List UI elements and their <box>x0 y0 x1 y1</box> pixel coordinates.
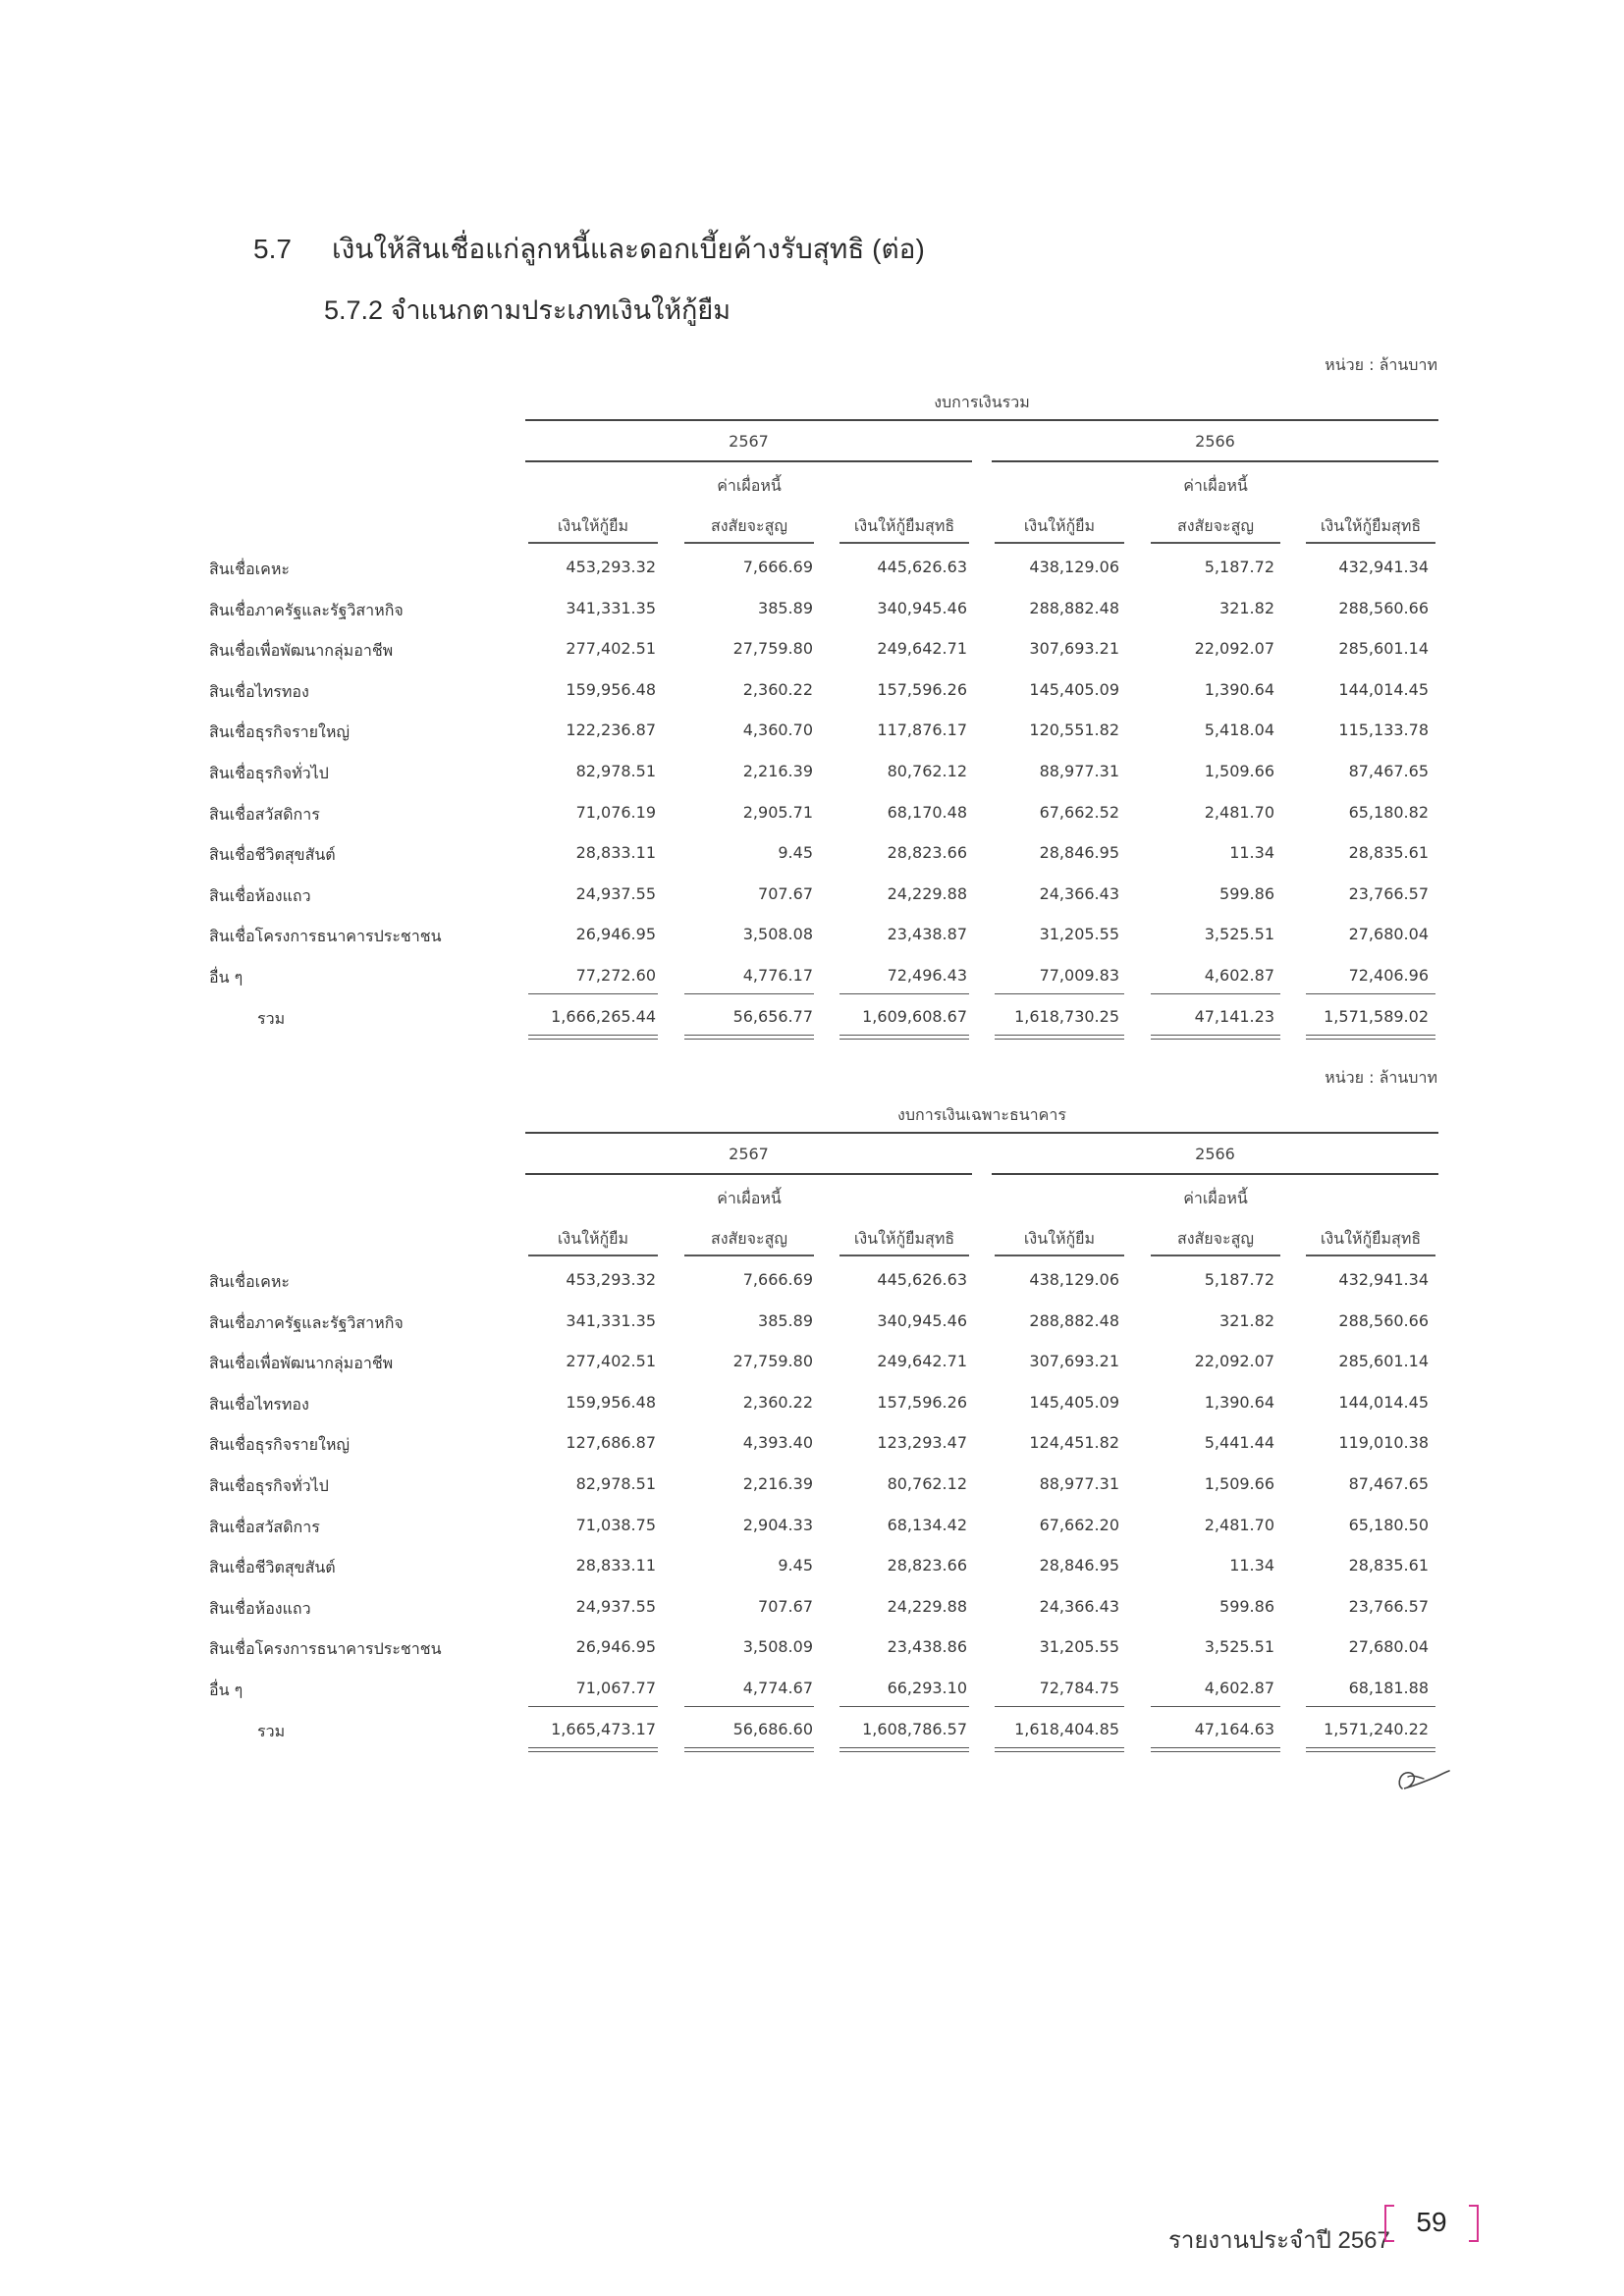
subtotal-rule <box>684 993 814 994</box>
row-label: สินเชื่อธุรกิจทั่วไป <box>209 764 329 782</box>
value-cell: 88,977.31 <box>1039 762 1119 780</box>
value-cell: 599.86 <box>1219 1596 1274 1616</box>
table-row <box>0 680 1624 720</box>
value-cell: 87,467.65 <box>1348 762 1429 780</box>
year-header: 2566 <box>1195 1145 1235 1163</box>
table-row <box>0 1597 1624 1636</box>
value-cell: 144,014.45 <box>1338 679 1429 699</box>
column-header-underline <box>839 1255 969 1256</box>
value-cell: 599.86 <box>1219 883 1274 903</box>
value-cell: 3,508.08 <box>742 925 813 944</box>
value-cell: 277,402.51 <box>566 1352 656 1371</box>
table-row <box>0 1516 1624 1555</box>
value-cell: 144,014.45 <box>1338 1392 1429 1412</box>
value-cell: 159,956.48 <box>566 1392 656 1412</box>
value-cell: 4,602.87 <box>1204 966 1274 985</box>
value-cell: 2,360.22 <box>742 1392 813 1412</box>
value-cell: 288,560.66 <box>1338 1310 1429 1330</box>
year-header: 2567 <box>729 1145 769 1163</box>
value-cell: 2,216.39 <box>742 1474 813 1493</box>
value-cell: 307,693.21 <box>1029 1352 1119 1371</box>
value-cell: 432,941.34 <box>1338 1270 1429 1289</box>
value-cell: 4,776.17 <box>742 966 813 985</box>
value-cell: 277,402.51 <box>566 639 656 659</box>
year-header: 2567 <box>729 432 769 451</box>
value-cell: 72,784.75 <box>1039 1679 1119 1697</box>
column-header: เงินให้กู้ยืมสุทธิ <box>853 516 955 535</box>
value-cell: 3,508.09 <box>742 1637 813 1657</box>
value-cell: 249,642.71 <box>877 639 967 659</box>
row-label: สินเชื่อภาครัฐและรัฐวิสาหกิจ <box>209 1312 404 1332</box>
subtotal-rule <box>1306 1706 1435 1707</box>
subtotal-rule <box>839 993 969 994</box>
row-label: อื่น ๆ <box>209 968 244 987</box>
value-cell: 2,360.22 <box>742 679 813 699</box>
value-cell: 115,133.78 <box>1338 721 1429 740</box>
value-cell: 11.34 <box>1229 1556 1274 1575</box>
value-cell: 120,551.82 <box>1029 721 1119 740</box>
value-cell: 4,393.40 <box>742 1433 813 1453</box>
value-cell: 3,525.51 <box>1204 1637 1274 1657</box>
column-header: เงินให้กู้ยืม <box>1023 1229 1096 1248</box>
row-label: สินเชื่อห้องแถว <box>209 1598 311 1618</box>
value-cell: 321.82 <box>1219 598 1274 617</box>
value-cell: 68,181.88 <box>1348 1679 1429 1697</box>
value-cell: 24,937.55 <box>575 1596 656 1616</box>
table-row <box>0 1679 1624 1718</box>
table-row <box>0 925 1624 964</box>
value-cell: 65,180.82 <box>1348 802 1429 822</box>
total-double-rule <box>995 1035 1124 1040</box>
value-cell: 27,680.04 <box>1348 1637 1429 1657</box>
value-cell: 28,833.11 <box>575 843 656 863</box>
value-cell: 340,945.46 <box>877 598 967 617</box>
value-cell: 707.67 <box>758 1596 813 1616</box>
subtotal-rule <box>528 1706 658 1707</box>
value-cell: 285,601.14 <box>1338 639 1429 659</box>
value-cell: 22,092.07 <box>1194 1352 1274 1371</box>
value-cell: 28,833.11 <box>575 1556 656 1575</box>
value-cell: 68,170.48 <box>887 802 967 822</box>
value-cell: 122,236.87 <box>566 721 656 740</box>
total-value-cell: 56,686.60 <box>732 1719 813 1738</box>
total-label: รวม <box>257 1721 286 1740</box>
row-label: สินเชื่อสวัสดิการ <box>209 1517 320 1536</box>
year-rule <box>992 1173 1438 1175</box>
value-cell: 432,941.34 <box>1338 558 1429 576</box>
row-label: สินเชื่อโครงการธนาคารประชาชน <box>209 927 442 946</box>
column-header: เงินให้กู้ยืม <box>557 1229 629 1248</box>
value-cell: 123,293.47 <box>877 1433 967 1453</box>
row-label: สินเชื่อธุรกิจทั่วไป <box>209 1476 329 1495</box>
column-header-underline <box>995 1255 1124 1256</box>
value-cell: 82,978.51 <box>575 762 656 780</box>
value-cell: 1,390.64 <box>1204 679 1274 699</box>
total-value-cell: 1,618,730.25 <box>1014 1006 1119 1026</box>
value-cell: 159,956.48 <box>566 679 656 699</box>
year-rule <box>525 460 972 462</box>
value-cell: 119,010.38 <box>1338 1433 1429 1453</box>
section-title <box>253 228 925 271</box>
column-header: สงสัยจะสูญ <box>710 1229 788 1248</box>
table-row <box>0 1352 1624 1391</box>
value-cell: 28,846.95 <box>1039 843 1119 863</box>
section-number: 5.7 <box>253 234 292 264</box>
table-row <box>0 639 1624 678</box>
value-cell: 445,626.63 <box>877 1270 967 1289</box>
value-cell: 26,946.95 <box>575 925 656 944</box>
value-cell: 82,978.51 <box>575 1474 656 1493</box>
table-row <box>0 966 1624 1005</box>
total-value-cell: 1,665,473.17 <box>551 1719 656 1738</box>
value-cell: 27,759.80 <box>732 1352 813 1371</box>
value-cell: 23,438.86 <box>887 1637 967 1657</box>
column-header-underline <box>528 542 658 544</box>
value-cell: 445,626.63 <box>877 558 967 576</box>
total-double-rule <box>839 1747 969 1752</box>
value-cell: 385.89 <box>758 598 813 617</box>
value-cell: 5,441.44 <box>1204 1433 1274 1453</box>
subtotal-rule <box>528 993 658 994</box>
row-label: สินเชื่อชีวิตสุขสันต์ <box>209 1558 336 1577</box>
total-double-rule <box>684 1035 814 1040</box>
row-label: สินเชื่อธุรกิจรายใหญ่ <box>209 1435 351 1455</box>
value-cell: 27,759.80 <box>732 639 813 659</box>
total-value-cell: 1,608,786.57 <box>862 1719 967 1738</box>
column-header-underline <box>684 1255 814 1256</box>
subtotal-rule <box>839 1706 969 1707</box>
value-cell: 28,823.66 <box>887 1556 967 1575</box>
total-row <box>0 1720 1624 1759</box>
total-double-rule <box>528 1035 658 1040</box>
total-value-cell: 47,141.23 <box>1194 1006 1274 1026</box>
value-cell: 5,418.04 <box>1204 721 1274 740</box>
total-value-cell: 1,571,240.22 <box>1324 1719 1429 1738</box>
row-label: สินเชื่อชีวิตสุขสันต์ <box>209 845 336 865</box>
subtotal-rule <box>995 993 1124 994</box>
total-row <box>0 1007 1624 1046</box>
column-header: สงสัยจะสูญ <box>1176 1229 1255 1248</box>
table-row <box>0 558 1624 597</box>
value-cell: 77,009.83 <box>1039 966 1119 985</box>
unit-label: หน่วย : ล้านบาท <box>1325 355 1437 374</box>
table-row <box>0 1433 1624 1472</box>
value-cell: 2,904.33 <box>742 1515 813 1534</box>
row-label: สินเชื่อไทรทอง <box>209 1394 309 1414</box>
value-cell: 7,666.69 <box>742 1270 813 1289</box>
row-label: สินเชื่อภาครัฐและรัฐวิสาหกิจ <box>209 600 404 619</box>
value-cell: 307,693.21 <box>1029 639 1119 659</box>
total-double-rule <box>528 1747 658 1752</box>
year-rule <box>525 1173 972 1175</box>
value-cell: 67,662.52 <box>1039 802 1119 822</box>
value-cell: 2,481.70 <box>1204 802 1274 822</box>
row-label: สินเชื่อสวัสดิการ <box>209 804 320 824</box>
row-label: อื่น ๆ <box>209 1681 244 1699</box>
allowance-header-top: ค่าเผื่อหนี้ <box>717 1189 782 1207</box>
value-cell: 11.34 <box>1229 843 1274 863</box>
column-header: เงินให้กู้ยืม <box>557 516 629 535</box>
value-cell: 288,560.66 <box>1338 598 1429 617</box>
table-row <box>0 803 1624 842</box>
subtotal-rule <box>995 1706 1124 1707</box>
value-cell: 288,882.48 <box>1029 598 1119 617</box>
value-cell: 117,876.17 <box>877 721 967 740</box>
value-cell: 24,366.43 <box>1039 1596 1119 1616</box>
value-cell: 438,129.06 <box>1029 558 1119 576</box>
total-double-rule <box>1151 1035 1280 1040</box>
value-cell: 24,229.88 <box>887 883 967 903</box>
value-cell: 127,686.87 <box>566 1433 656 1453</box>
report-footer-label: รายงานประจำปี 2567 <box>1168 2227 1390 2254</box>
value-cell: 9.45 <box>778 843 813 863</box>
table-row <box>0 1474 1624 1514</box>
table-row <box>0 884 1624 924</box>
value-cell: 453,293.32 <box>566 1270 656 1289</box>
row-label: สินเชื่อธุรกิจรายใหญ่ <box>209 722 351 742</box>
value-cell: 27,680.04 <box>1348 925 1429 944</box>
table-row <box>0 599 1624 638</box>
total-value-cell: 1,571,589.02 <box>1324 1006 1429 1026</box>
allowance-header-top: ค่าเผื่อหนี้ <box>717 476 782 495</box>
value-cell: 28,823.66 <box>887 843 967 863</box>
column-header-underline <box>995 542 1124 544</box>
total-value-cell: 1,609,608.67 <box>862 1006 967 1026</box>
total-value-cell: 47,164.63 <box>1194 1719 1274 1738</box>
value-cell: 66,293.10 <box>887 1679 967 1697</box>
value-cell: 249,642.71 <box>877 1352 967 1371</box>
value-cell: 438,129.06 <box>1029 1270 1119 1289</box>
value-cell: 5,187.72 <box>1204 1270 1274 1289</box>
total-double-rule <box>1306 1747 1435 1752</box>
value-cell: 1,509.66 <box>1204 762 1274 780</box>
value-cell: 385.89 <box>758 1310 813 1330</box>
value-cell: 24,366.43 <box>1039 883 1119 903</box>
total-double-rule <box>1306 1035 1435 1040</box>
value-cell: 24,937.55 <box>575 883 656 903</box>
value-cell: 31,205.55 <box>1039 925 1119 944</box>
value-cell: 145,405.09 <box>1029 1392 1119 1412</box>
value-cell: 80,762.12 <box>887 762 967 780</box>
value-cell: 321.82 <box>1219 1310 1274 1330</box>
value-cell: 23,438.87 <box>887 925 967 944</box>
value-cell: 65,180.50 <box>1348 1515 1429 1534</box>
unit-label: หน่วย : ล้านบาท <box>1325 1068 1437 1087</box>
value-cell: 67,662.20 <box>1039 1515 1119 1534</box>
value-cell: 453,293.32 <box>566 558 656 576</box>
value-cell: 707.67 <box>758 883 813 903</box>
value-cell: 145,405.09 <box>1029 679 1119 699</box>
value-cell: 124,451.82 <box>1029 1433 1119 1453</box>
statement-group-header: งบการเงินรวม <box>934 393 1030 411</box>
total-double-rule <box>839 1035 969 1040</box>
column-header: สงสัยจะสูญ <box>710 516 788 535</box>
value-cell: 3,525.51 <box>1204 925 1274 944</box>
value-cell: 31,205.55 <box>1039 1637 1119 1657</box>
column-header-underline <box>1151 542 1280 544</box>
statement-group-header: งบการเงินเฉพาะธนาคาร <box>897 1105 1066 1124</box>
total-value-cell: 56,656.77 <box>732 1006 813 1026</box>
table-row <box>0 1270 1624 1309</box>
group-rule <box>525 419 1438 421</box>
value-cell: 23,766.57 <box>1348 1596 1429 1616</box>
table-row <box>0 762 1624 801</box>
value-cell: 72,406.96 <box>1348 966 1429 985</box>
column-header-underline <box>1306 542 1435 544</box>
value-cell: 87,467.65 <box>1348 1474 1429 1493</box>
value-cell: 157,596.26 <box>877 1392 967 1412</box>
row-label: สินเชื่อห้องแถว <box>209 885 311 905</box>
column-header-underline <box>684 542 814 544</box>
table-row <box>0 721 1624 760</box>
value-cell: 2,905.71 <box>742 802 813 822</box>
value-cell: 4,774.67 <box>742 1679 813 1697</box>
total-value-cell: 1,618,404.85 <box>1014 1719 1119 1738</box>
value-cell: 340,945.46 <box>877 1310 967 1330</box>
value-cell: 22,092.07 <box>1194 639 1274 659</box>
value-cell: 5,187.72 <box>1204 558 1274 576</box>
column-header-underline <box>1306 1255 1435 1256</box>
column-header: สงสัยจะสูญ <box>1176 516 1255 535</box>
value-cell: 28,846.95 <box>1039 1556 1119 1575</box>
table-row <box>0 1311 1624 1351</box>
value-cell: 28,835.61 <box>1348 1556 1429 1575</box>
column-header: เงินให้กู้ยืมสุทธิ <box>1320 516 1422 535</box>
page-number-box <box>1384 2205 1479 2240</box>
value-cell: 1,390.64 <box>1204 1392 1274 1412</box>
value-cell: 341,331.35 <box>566 1310 656 1330</box>
value-cell: 4,360.70 <box>742 721 813 740</box>
value-cell: 4,602.87 <box>1204 1679 1274 1697</box>
total-double-rule <box>1151 1747 1280 1752</box>
total-label: รวม <box>257 1008 286 1028</box>
value-cell: 26,946.95 <box>575 1637 656 1657</box>
handwritten-initials-icon <box>1394 1757 1453 1796</box>
table-row <box>0 1393 1624 1432</box>
group-rule <box>525 1132 1438 1134</box>
allowance-header-top: ค่าเผื่อหนี้ <box>1183 476 1248 495</box>
value-cell: 72,496.43 <box>887 966 967 985</box>
value-cell: 7,666.69 <box>742 558 813 576</box>
year-rule <box>992 460 1438 462</box>
value-cell: 77,272.60 <box>575 966 656 985</box>
value-cell: 24,229.88 <box>887 1596 967 1616</box>
row-label: สินเชื่อเคหะ <box>209 560 290 578</box>
value-cell: 9.45 <box>778 1556 813 1575</box>
column-header: เงินให้กู้ยืม <box>1023 516 1096 535</box>
value-cell: 288,882.48 <box>1029 1310 1119 1330</box>
allowance-header-top: ค่าเผื่อหนี้ <box>1183 1189 1248 1207</box>
column-header: เงินให้กู้ยืมสุทธิ <box>853 1229 955 1248</box>
value-cell: 285,601.14 <box>1338 1352 1429 1371</box>
total-value-cell: 1,666,265.44 <box>551 1006 656 1026</box>
row-label: สินเชื่อไทรทอง <box>209 681 309 701</box>
value-cell: 23,766.57 <box>1348 883 1429 903</box>
value-cell: 71,067.77 <box>575 1679 656 1697</box>
total-double-rule <box>684 1747 814 1752</box>
row-label: สินเชื่อเพื่อพัฒนากลุ่มอาชีพ <box>209 641 394 661</box>
value-cell: 71,076.19 <box>575 802 656 822</box>
column-header-underline <box>528 1255 658 1256</box>
year-header: 2566 <box>1195 432 1235 451</box>
value-cell: 1,509.66 <box>1204 1474 1274 1493</box>
value-cell: 68,134.42 <box>887 1515 967 1534</box>
column-header-underline <box>839 542 969 544</box>
subtotal-rule <box>1306 993 1435 994</box>
value-cell: 2,481.70 <box>1204 1515 1274 1534</box>
table-row <box>0 843 1624 882</box>
row-label: สินเชื่อเคหะ <box>209 1272 290 1291</box>
table-row <box>0 1556 1624 1595</box>
value-cell: 71,038.75 <box>575 1515 656 1534</box>
page-number: 59 <box>1416 2207 1447 2237</box>
row-label: สินเชื่อเพื่อพัฒนากลุ่มอาชีพ <box>209 1354 394 1373</box>
column-header-underline <box>1151 1255 1280 1256</box>
value-cell: 2,216.39 <box>742 762 813 780</box>
row-label: สินเชื่อโครงการธนาคารประชาชน <box>209 1639 442 1659</box>
table-row <box>0 1637 1624 1677</box>
subtotal-rule <box>1151 1706 1280 1707</box>
value-cell: 341,331.35 <box>566 598 656 617</box>
total-double-rule <box>995 1747 1124 1752</box>
value-cell: 157,596.26 <box>877 679 967 699</box>
value-cell: 28,835.61 <box>1348 843 1429 863</box>
value-cell: 88,977.31 <box>1039 1474 1119 1493</box>
subtotal-rule <box>1151 993 1280 994</box>
bracket-right-icon <box>1469 2205 1479 2242</box>
subtotal-rule <box>684 1706 814 1707</box>
value-cell: 80,762.12 <box>887 1474 967 1493</box>
section-title-text: เงินให้สินเชื่อแก่ลูกหนี้และดอกเบี้ยค้างรับสุทธิ (ต่อ) <box>332 234 925 264</box>
section-subtitle: 5.7.2 จำแนกตามประเภทเงินให้กู้ยืม <box>324 295 731 325</box>
column-header: เงินให้กู้ยืมสุทธิ <box>1320 1229 1422 1248</box>
